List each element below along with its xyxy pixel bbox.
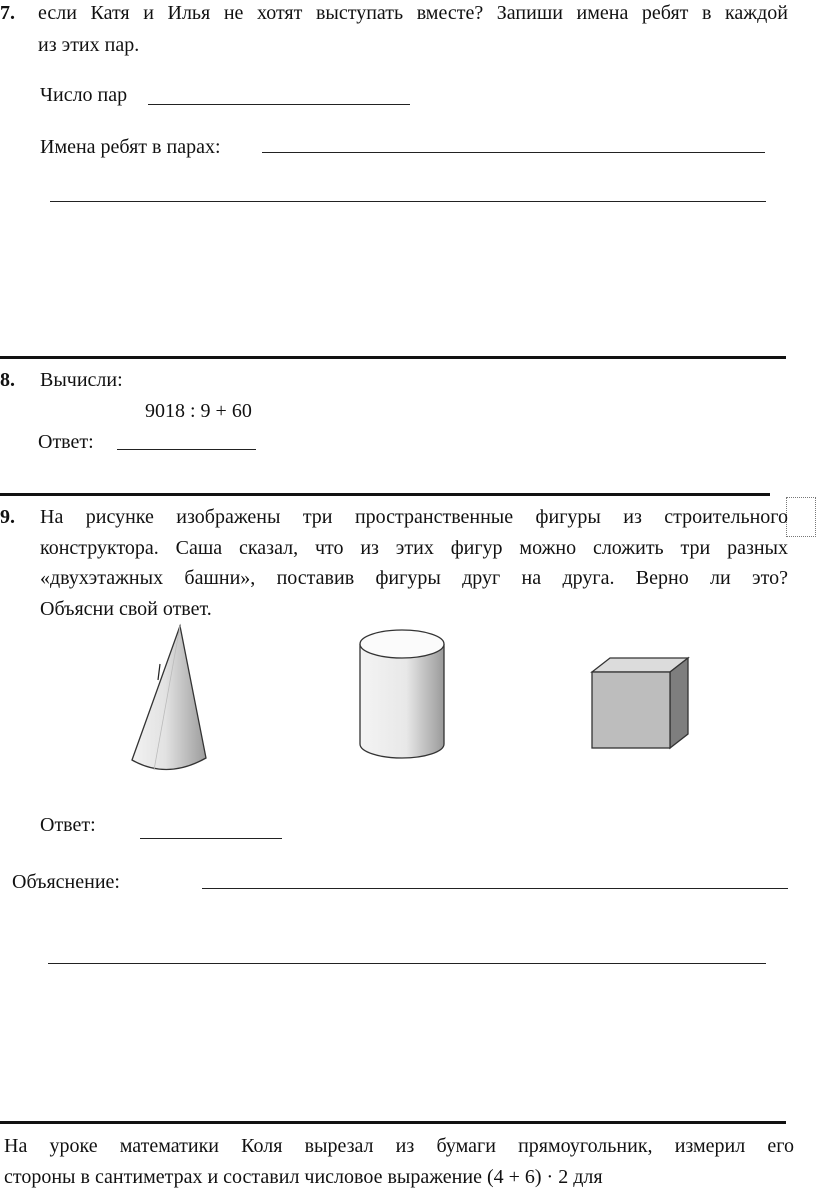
cone-figure	[120, 620, 220, 780]
task9-question-line2: конструктора. Саша сказал, что из этих фигур можно сложить три разных	[40, 537, 788, 559]
task9-answer-label: Ответ:	[40, 814, 96, 836]
task9-question-line1: На рисунке изображены три пространственные фигуры из строительного	[40, 506, 788, 528]
task9-number: 9.	[0, 506, 15, 528]
task9-answer-line[interactable]	[140, 838, 282, 839]
task7-question-line1: если Катя и Илья не хотят выступать вместе? Запиши имена ребят в каждой	[38, 2, 788, 24]
text-cursor-box	[786, 497, 816, 537]
pair-names-answer-line-2[interactable]	[50, 201, 766, 202]
task9-question-line3: «двухэтажных башни», поставив фигуры друг на друга. Верно ли это?	[40, 567, 788, 589]
section-divider-1	[0, 356, 786, 359]
task8-answer-label: Ответ:	[38, 431, 94, 453]
task9-explanation-label: Объяснение:	[12, 871, 120, 893]
cylinder-figure	[352, 626, 452, 766]
task9-explanation-line-1[interactable]	[202, 888, 788, 889]
pairs-count-answer-line[interactable]	[148, 104, 410, 105]
task9-explanation-line-2[interactable]	[48, 963, 766, 964]
pair-names-label: Имена ребят в парах:	[40, 136, 221, 158]
task7-question-line2: из этих пар.	[38, 34, 140, 56]
pairs-count-label: Число пар	[40, 84, 128, 106]
section-divider-3	[0, 1121, 786, 1124]
task10-question-line1: На уроке математики Коля вырезал из бумаги прямоугольник, измерил его	[4, 1135, 794, 1157]
task9-question-line4: Объясни свой ответ.	[40, 598, 212, 620]
task8-expression: 9018 : 9 + 60	[145, 400, 252, 422]
task7-number: 7.	[0, 2, 15, 24]
task10-question-line2: стороны в сантиметрах и составил числовое выражение (4 + 6) · 2 для	[4, 1166, 603, 1188]
cube-figure	[586, 654, 696, 754]
task8-instruction: Вычисли:	[40, 369, 123, 391]
section-divider-2	[0, 493, 770, 496]
task8-answer-line[interactable]	[117, 449, 256, 450]
task8-number: 8.	[0, 369, 15, 391]
pair-names-answer-line-1[interactable]	[262, 152, 765, 153]
